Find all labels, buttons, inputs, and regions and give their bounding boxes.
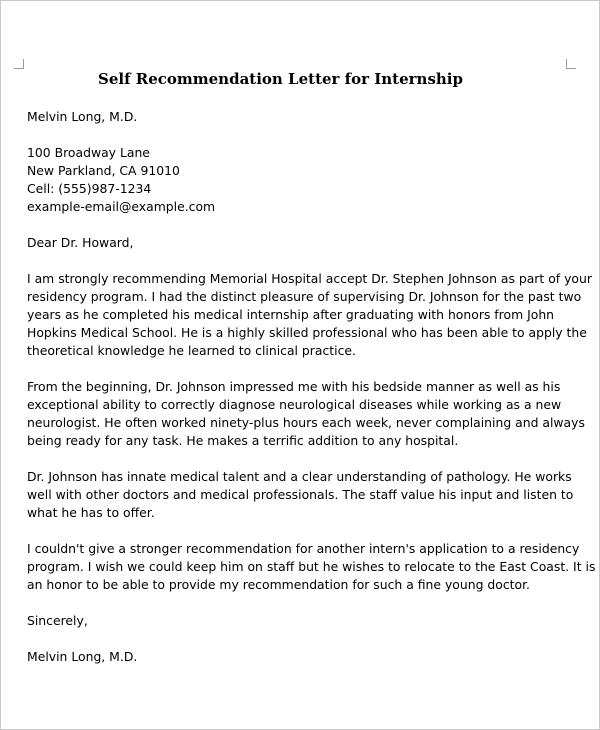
paragraph-line: an honor to be able to provide my recommendation for such a fine young doctor. [27, 577, 530, 592]
paragraph-line: residency program. I had the distinct pleasure of supervising Dr. Johnson for the past two [27, 289, 582, 304]
address-line-email: example-email@example.com [27, 199, 216, 214]
margin-corner-top-left-mark [14, 59, 24, 69]
paragraph-line: what he has to offer. [27, 505, 155, 520]
paragraph-line: being ready for any task. He makes a terrific addition to any hospital. [27, 433, 459, 448]
address-line-phone: Cell: (555)987-1234 [27, 181, 152, 196]
salutation: Dear Dr. Howard, [27, 235, 134, 250]
paragraph-talent [27, 468, 575, 522]
paragraph-impression [27, 378, 585, 450]
paragraph-line: program. I wish we could keep him on staff but he wishes to relocate to the East Coast. It is [27, 559, 596, 574]
sender-address-block [27, 144, 575, 216]
paragraph-line: years as he completed his medical internship after graduating with honors from John [27, 307, 555, 322]
letter-title: Self Recommendation Letter for Internship [98, 70, 463, 88]
paragraph-line: neurologist. He often worked ninety-plus hours each week, never complaining and always [27, 415, 585, 430]
paragraph-recommendation [27, 270, 592, 360]
letter-body [27, 108, 596, 684]
paragraph-line: Dr. Johnson has innate medical talent and a clear understanding of pathology. He works [27, 469, 572, 484]
paragraph-line: I couldn't give a stronger recommendation for another intern's application to a residency [27, 541, 580, 556]
paragraph-line: theoretical knowledge he learned to clinical practice. [27, 343, 356, 358]
signature-name: Melvin Long, M.D. [27, 649, 138, 664]
paragraph-line: exceptional ability to correctly diagnose neurological diseases while working as a new [27, 397, 562, 412]
margin-corner-top-right-mark [566, 59, 576, 69]
address-line-city: New Parkland, CA 91010 [27, 163, 180, 178]
paragraph-line: I am strongly recommending Memorial Hospital accept Dr. Stephen Johnson as part of your [27, 271, 592, 286]
closing: Sincerely, [27, 613, 88, 628]
paragraph-line: From the beginning, Dr. Johnson impressed me with his bedside manner as well as his [27, 379, 561, 394]
sender-name: Melvin Long, M.D. [27, 109, 138, 124]
paragraph-line: well with other doctors and medical professionals. The staff value his input and listen to [27, 487, 574, 502]
address-line-street: 100 Broadway Lane [27, 145, 150, 160]
paragraph-closing-remarks [27, 540, 596, 594]
paragraph-line: Hopkins Medical School. He is a highly skilled professional who has been able to apply the [27, 325, 587, 340]
